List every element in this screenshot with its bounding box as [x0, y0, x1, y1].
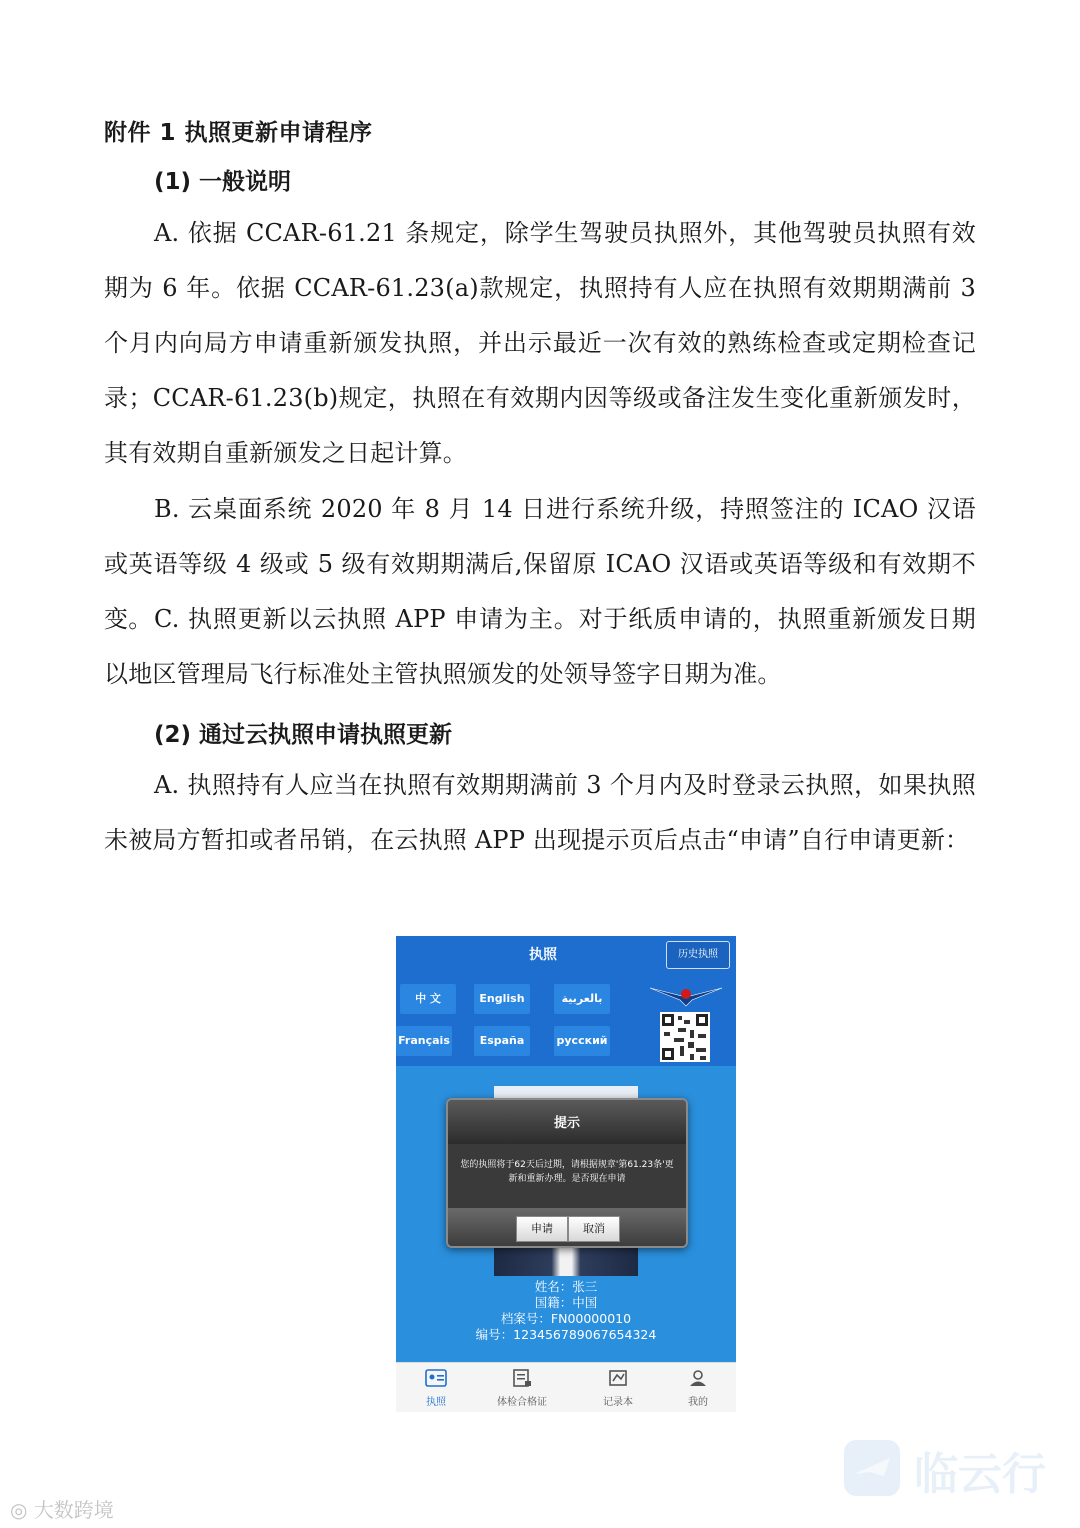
watermark-left-text: 大数跨境 [33, 1498, 114, 1522]
tab-logbook[interactable] [578, 1363, 658, 1412]
watermark-right [840, 1436, 1060, 1516]
paragraph-a: A. 依据 CCAR-61.21 条规定，除学生驾驶员执照外，其他驾驶员执照有效期为 6 年。依据 CCAR-61.23(a)款规定，执照持有人应在执照有效期期满前 3 个月内向局方申请重新颁发执照，并出示最近一次有效的熟练检查或定期检查记录；CCAR-61.23(b)规定，执照在有效期内因等级或备注发生变化重新颁发时，其有效期自重新颁发之日起计算。 [104, 219, 976, 467]
lang-french-button[interactable]: Français [396, 1026, 452, 1056]
tab-license-label: 执照 [426, 1397, 446, 1408]
watermark-weibo-icon: ◎ [10, 1498, 34, 1522]
qr-code-icon [660, 1012, 710, 1062]
caac-emblem-icon [648, 980, 724, 1008]
tab-medical-label: 体检合格证 [497, 1397, 547, 1408]
medical-certificate-icon [511, 1369, 533, 1387]
app-title: 执照 [529, 947, 557, 963]
app-header [396, 936, 736, 1066]
watermark-logo-icon [840, 1436, 906, 1506]
dialog-footer [448, 1208, 686, 1246]
holder-nationality: 国籍：中国 [534, 1295, 598, 1310]
expiry-alert-dialog [446, 1098, 688, 1248]
lang-chinese-button[interactable]: 中 文 [400, 984, 456, 1014]
holder-file-number: 档案号：FN00000010 [500, 1311, 632, 1326]
history-license-button[interactable]: 历史执照 [666, 941, 730, 969]
document-heading: 附件 1 执照更新申请程序 [104, 120, 373, 146]
lang-english-button[interactable]: English [474, 984, 530, 1014]
bottom-tab-bar [396, 1362, 736, 1412]
license-card-icon [425, 1369, 447, 1387]
tab-profile[interactable] [658, 1363, 736, 1412]
dialog-title: 提示 [448, 1100, 686, 1144]
dialog-message: 您的执照将于62天后过期，请根据规章'第61.23条'更新和重新办理。是否现在申请 [460, 1160, 674, 1184]
profile-icon [687, 1369, 709, 1387]
logbook-icon [607, 1369, 629, 1387]
app-screenshot [396, 936, 736, 1412]
apply-button[interactable]: 申请 [516, 1216, 568, 1242]
section-heading-app: (2) 通过云执照申请执照更新 [154, 722, 453, 748]
lang-russian-button[interactable]: русский [554, 1026, 610, 1056]
watermark-right-text: 临云行 [914, 1449, 1046, 1500]
cancel-button[interactable]: 取消 [568, 1216, 620, 1242]
holder-license-number: 编号：123456789067654324 [475, 1327, 657, 1342]
tab-logbook-label: 记录本 [603, 1397, 633, 1408]
tab-profile-label: 我的 [688, 1397, 708, 1408]
tab-license[interactable] [396, 1363, 476, 1412]
lang-arabic-button[interactable]: بالعربية [554, 984, 610, 1014]
holder-name: 姓名：张三 [534, 1279, 598, 1294]
watermark-left [10, 1494, 114, 1523]
paragraph-d: A. 执照持有人应当在执照有效期期满前 3 个月内及时登录云执照，如果执照未被局方暂扣或者吊销，在云执照 APP 出现提示页后点击“申请”自行申请更新： [104, 771, 976, 854]
tab-medical[interactable] [482, 1363, 562, 1412]
paragraph-b: B. 云桌面系统 2020 年 8 月 14 日进行系统升级，持照签注的 ICAO 汉语或英语等级 4 级或 5 级有效期期满后,保留原 ICAO 汉语或英语等级和有效期不变。 [104, 495, 976, 633]
section-heading-general: (1) 一般说明 [154, 169, 292, 195]
paragraph-c: C. 执照更新以云执照 APP 申请为主。对于纸质申请的，执照重新颁发日期以地区管理局飞行标准处主管执照颁发的处领导签字日期为准。 [104, 605, 976, 688]
lang-spanish-button[interactable]: España [474, 1026, 530, 1056]
